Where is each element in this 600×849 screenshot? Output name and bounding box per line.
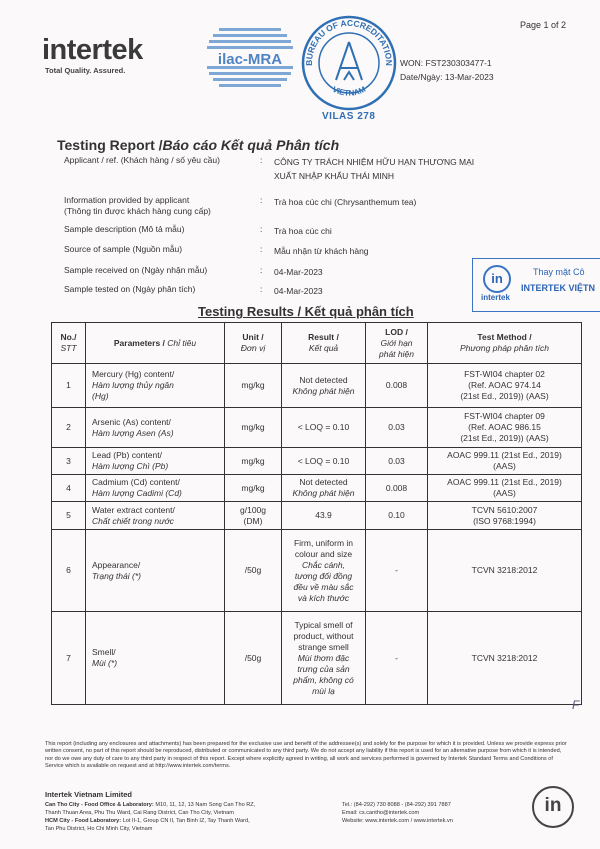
- website: Website: www.intertek.com / www.intertek.vn: [342, 818, 453, 824]
- boa-seal: [300, 14, 398, 112]
- company-address: Can Tho City - Food Office & Laboratory: M10, 11, 12, 13 Nam Song Can Tho RZ, Thanh Thuan Area, Phu Thu Ward, Cai Rang District, Can Tho City, Vietnam HCM City - Food Laboratory: Lot II-1, Group CN II, Tan Binh IZ, Tay Thanh Ward, Tan Phu District, Ho Chi Minh City, Vietnam: [45, 802, 256, 832]
- report-title: Testing Report /Báo cáo Kết quả Phân tích: [57, 137, 340, 153]
- svg-text:BUREAU OF ACCREDITATION: BUREAU OF ACCREDITATION: [303, 17, 395, 66]
- table-row: 3 Lead (Pb) content/ Hàm lượng Chì (Pb) mg/kg < LOQ = 0.10 0.03 AOAC 999.11 (21st Ed., 2019) (AAS): [52, 448, 582, 475]
- svg-text:VIETNAM: VIETNAM: [330, 84, 368, 98]
- page-number: Page 1 of 2: [519, 20, 566, 30]
- table-row: 5 Water extract content/ Chất chiết trong nước g/100g (DM) 43.9 0.10 TCVN 5610:2007 (ISO 9768:1994): [52, 502, 582, 530]
- table-header: No./ STT Parameters / Chỉ tiêu Unit / Đơn vị Result / Kết quả LOD / Giới hạn phát hiện Test Method / Phương pháp phân tích: [52, 323, 582, 364]
- intertek-logo: intertek: [42, 34, 143, 66]
- company-contact: [342, 801, 453, 825]
- intertek-in-icon: in: [532, 786, 574, 828]
- results-table: [51, 322, 582, 705]
- stamp-logo-icon: in: [483, 265, 511, 293]
- work-order: [400, 56, 494, 84]
- won-number: WON: FST230303477-1: [400, 58, 492, 68]
- table-row: 7 Smell/ Mùi (*) /50g Typical smell of product, without strange smell Mùi thơm đặc trưng của sản phẩm, không có mùi lạ - TCVN 3218:2012: [52, 612, 582, 705]
- vilas-number: VILAS 278: [322, 111, 376, 122]
- table-row: 1 Mercury (Hg) content/ Hàm lượng thủy ngân (Hg) mg/kg Not detected Không phát hiện 0.008 FST-WI04 chapter 02 (Ref. AOAC 974.14 (21st Ed., 2019)) (AAS): [52, 364, 582, 408]
- disclaimer: This report (including any enclosures and attachments) has been prepared for the exclusive use and benefit of the addressee(s) and solely for the purpose for which it is provided. Unless we provide express prior written consent, no part of this report should be reproduced, distributed or communicated to any third party. We do not accept any liability if this report is used for an alternative purpose from which it is intended, nor do we owe any duty of care to any third party in respect of this report. Except where explicitly agreed in writing, all work and services performed is governed by Intertek Standard Terms and Conditions of Service which is available on request and at http://www.intertek.com/terms.: [45, 741, 567, 770]
- email: Email: cs.cantho@intertek.com: [342, 810, 420, 816]
- applicant-value: CÔNG TY TRÁCH NHIỆM HỮU HẠN THƯƠNG MẠI XUẤT NHẬP KHẨU THÁI MINH: [274, 157, 475, 181]
- logo-tagline: Total Quality. Assured.: [45, 66, 126, 75]
- phone: Tel.: (84-292) 730 8088 - (84-292) 391 7887: [342, 802, 451, 808]
- table-row: 4 Cadmium (Cd) content/ Hàm lượng Cadimi (Cd) mg/kg Not detected Không phát hiện 0.008 AOAC 999.11 (21st Ed., 2019) (AAS): [52, 475, 582, 502]
- ilac-text: ilac-MRA: [217, 51, 283, 68]
- company-stamp: in intertek Thay mặt Cô INTERTEK VIỆTN: [472, 258, 600, 312]
- company-name: Intertek Vietnam Limited: [45, 790, 132, 799]
- results-title: Testing Results / Kết quả phân tích: [198, 304, 414, 319]
- table-row: 2 Arsenic (As) content/ Hàm lượng Asen (As) mg/kg < LOQ = 0.10 0.03 FST-WI04 chapter 09 (Ref. AOAC 986.15 (21st Ed., 2019)) (AAS): [52, 408, 582, 448]
- ilac-mra-logo: [205, 22, 295, 100]
- table-row: 6 Appearance/ Trạng thái (*) /50g Firm, uniform in colour and size Chắc cánh, tương đối đồng đều về màu sắc và kích thước - TCVN 3218:2012: [52, 530, 582, 612]
- initial-mark: F: [572, 698, 580, 712]
- report-date: Date/Ngày: 13-Mar-2023: [400, 72, 494, 82]
